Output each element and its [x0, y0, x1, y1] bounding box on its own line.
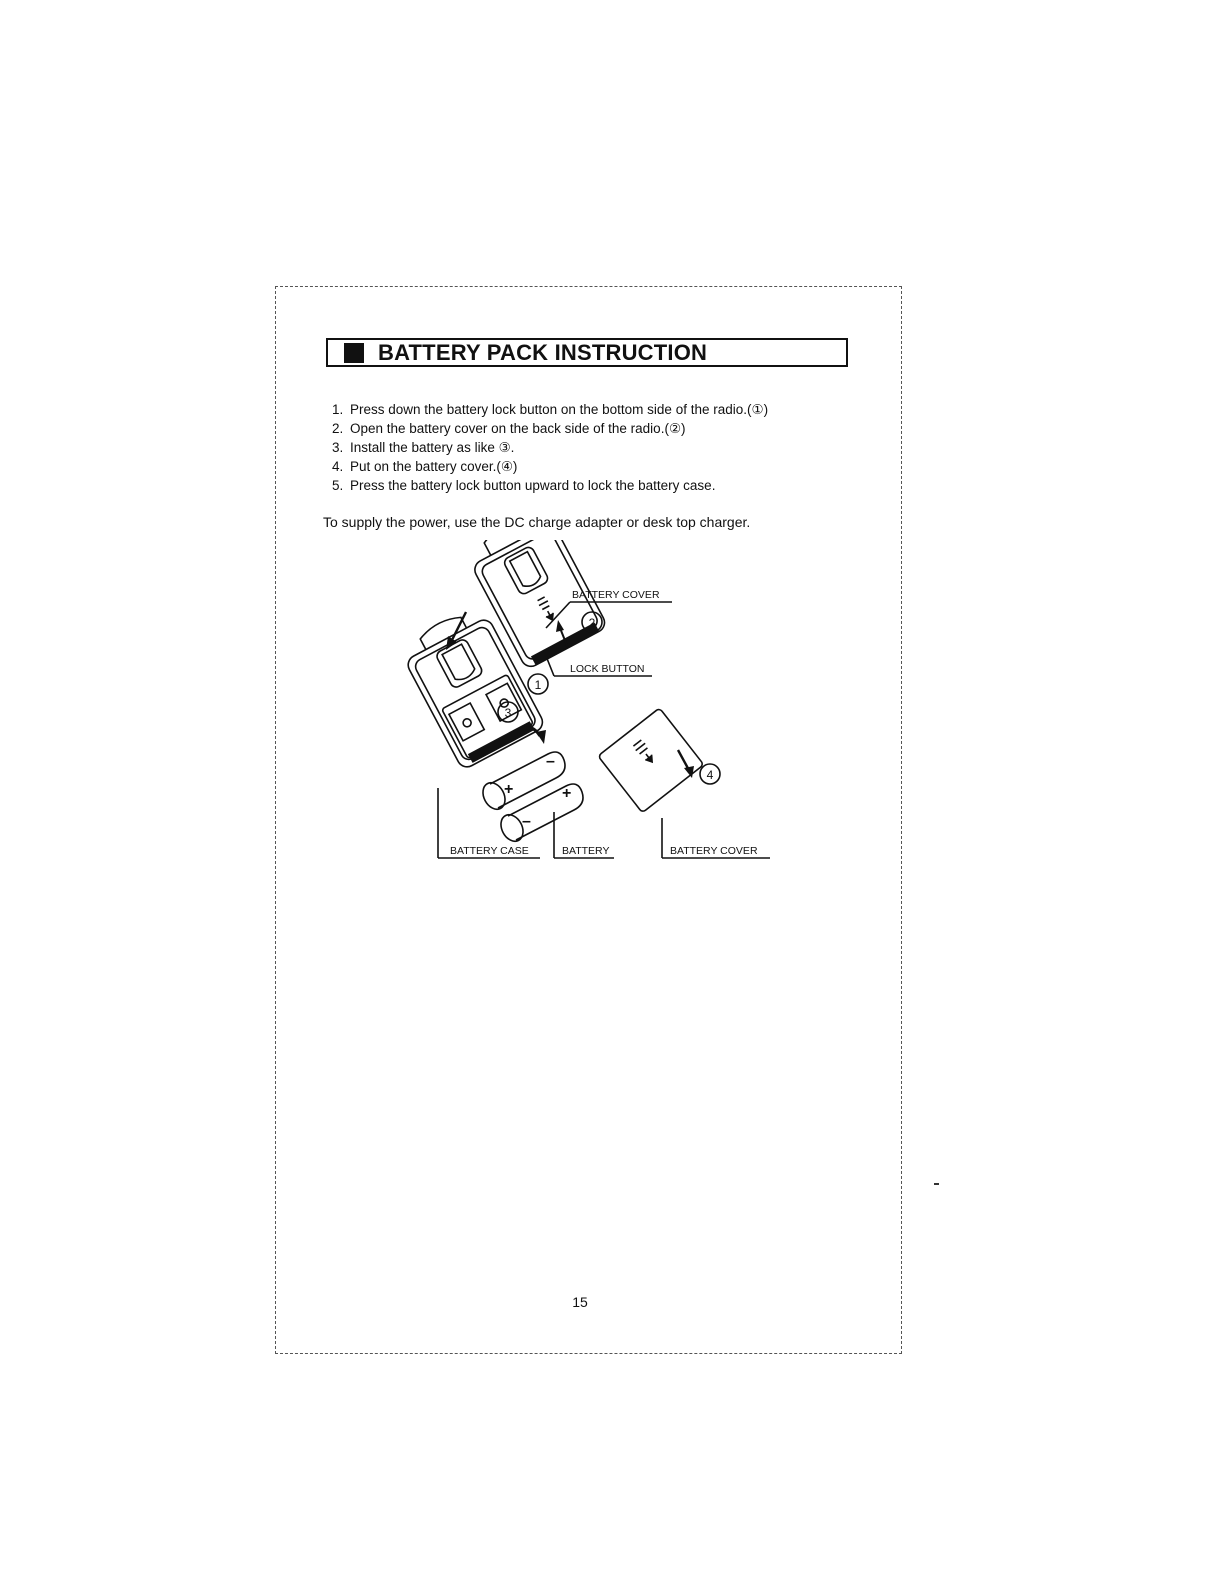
- callout-4: [700, 764, 720, 784]
- step-item: 1. Press down the battery lock button on the bottom side of the radio.(①): [332, 402, 769, 417]
- svg-text:4: 4: [706, 768, 714, 782]
- step-item: 4. Put on the battery cover.(④): [332, 459, 518, 474]
- svg-text:1: 1: [534, 678, 542, 692]
- power-supply-note: To supply the power, use the DC charge adapter or desk top charger.: [323, 514, 751, 530]
- radio-upper-drawing: [462, 540, 608, 670]
- arrow-down-right-icon: [678, 750, 694, 778]
- svg-text:3: 3: [504, 706, 512, 720]
- svg-text:–: –: [546, 753, 555, 770]
- svg-text:LOCK BUTTON: LOCK BUTTON: [570, 663, 645, 675]
- callout-1: [528, 674, 548, 694]
- label-battery-cover-top: [546, 589, 672, 628]
- battery-installation-diagram: [370, 540, 790, 870]
- svg-text:BATTERY COVER: BATTERY COVER: [670, 845, 758, 857]
- batteries-drawing: [479, 752, 583, 845]
- section-header: [326, 338, 848, 367]
- step-item: 3. Install the battery as like ③.: [332, 440, 515, 455]
- label-battery-cover-bottom: [662, 818, 770, 858]
- section-title: BATTERY PACK INSTRUCTION: [378, 339, 708, 365]
- scan-speck: [934, 1183, 939, 1185]
- svg-text:+: +: [504, 781, 514, 798]
- svg-text:2: 2: [588, 616, 596, 630]
- step-item: 2. Open the battery cover on the back side of the radio.(②): [332, 421, 686, 436]
- svg-text:BATTERY: BATTERY: [562, 845, 610, 857]
- battery-cover-drawing: [598, 708, 704, 813]
- label-lock-button: [546, 656, 652, 676]
- radio-lower-drawing: [397, 602, 546, 771]
- svg-text:+: +: [562, 785, 572, 802]
- svg-text:BATTERY CASE: BATTERY CASE: [450, 845, 529, 857]
- callout-2: [582, 612, 602, 632]
- label-battery: [554, 812, 614, 858]
- svg-text:BATTERY COVER: BATTERY COVER: [572, 589, 660, 601]
- instruction-steps: [332, 400, 768, 495]
- step-item: 5. Press the battery lock button upward to lock the battery case.: [332, 478, 716, 493]
- svg-text:–: –: [522, 813, 531, 830]
- page-number: 15: [572, 1294, 588, 1310]
- header-bullet-square: [344, 343, 364, 363]
